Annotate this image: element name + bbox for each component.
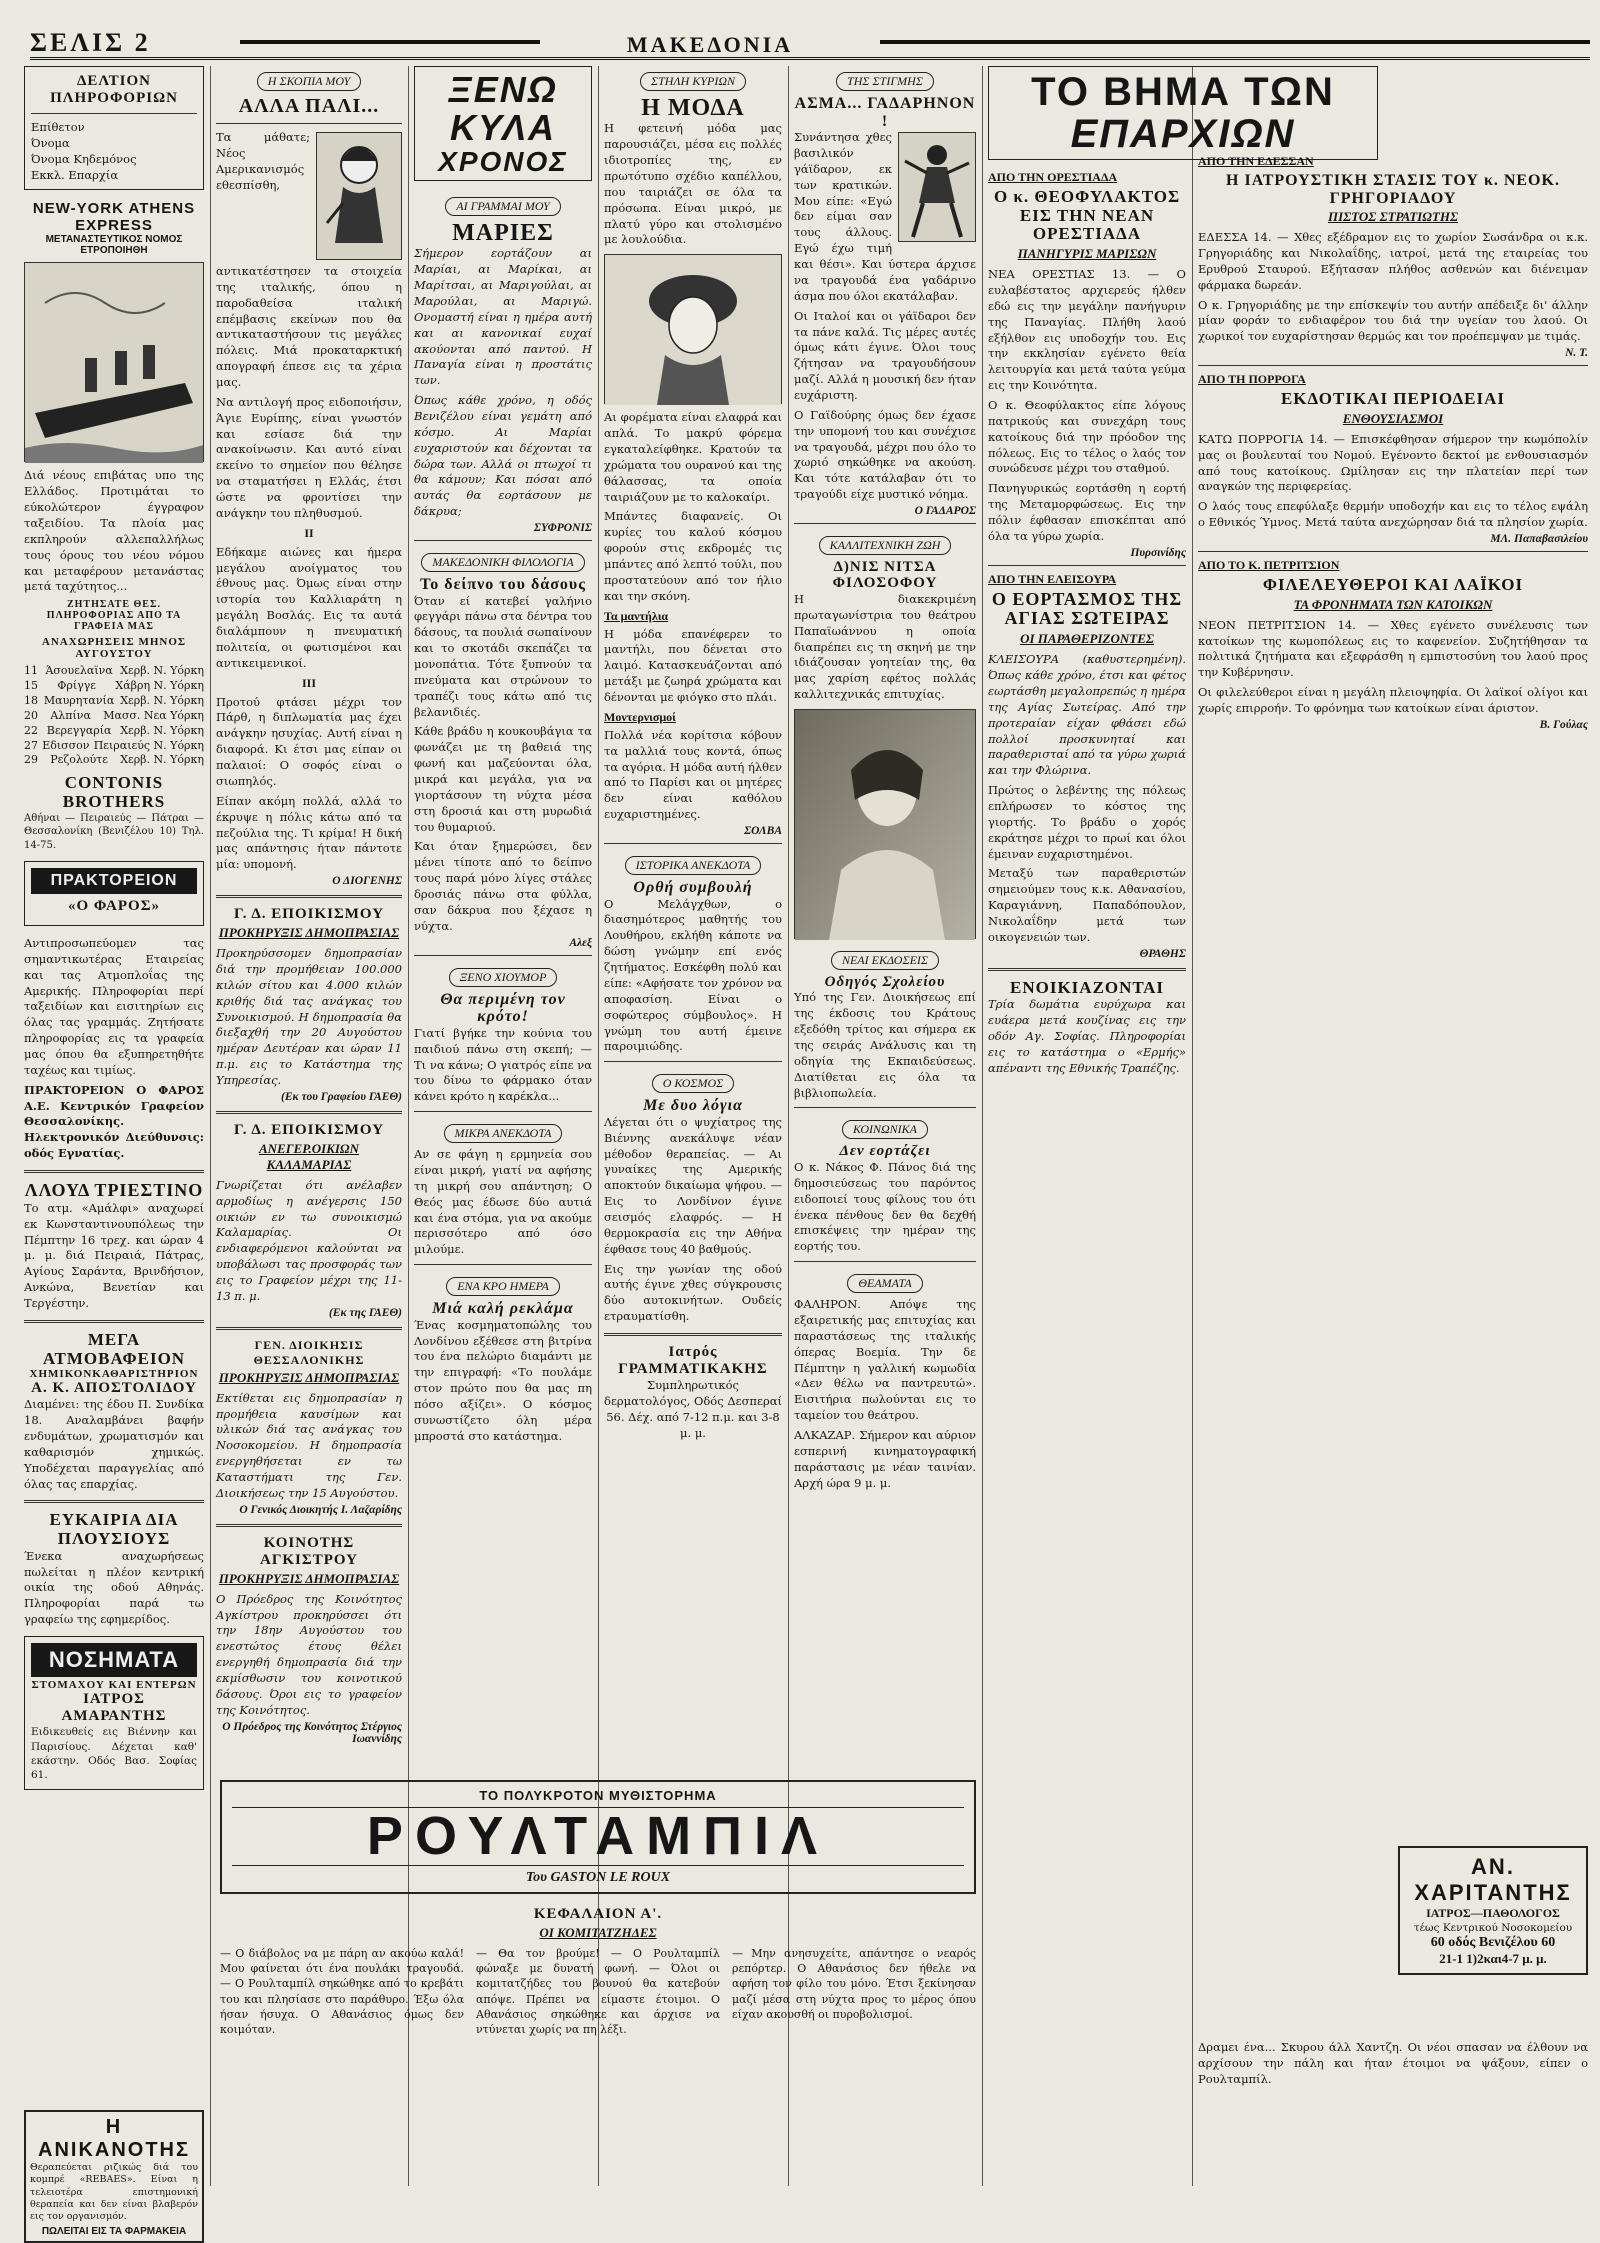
article-paragraph: ΝΕΟΝ ΠΕΤΡΙΤΣΙΟΝ 14. — Χθες εγένετο συνέλευσις των κατοίκων της κωμοπόλεως εις το καφενείον. Συζητήθησαν τα πολιτικά ζητήματα και εξεφράσθη η εμπιστοσύνη του λαού προς την Κυβέρνησιν. [1198,617,1588,680]
departure-row [24,694,204,709]
doctor-name: ΙΑΤΡΟΣ ΑΜΑΡΑΝΤΗΣ [61,1691,167,1725]
dateline: ΑΠΟ ΤΗΝ ΕΔΕΣΣΑΝ [1198,154,1314,168]
faros-ad [24,861,204,926]
dyeworks-subtitle: ΧΗΜΙΚΟΝΚΑΘΑΡΙΣΤΗΡΙΟΝ [29,1368,199,1381]
departure-ship: Εδισσον [42,738,90,752]
feature-banner [414,66,592,181]
section-tag: ΣΤΗΛΗ ΚΥΡΙΩΝ [640,72,746,91]
serial-column: — Μην ανησυχείτε, απάντησε ο νεαρός ρεπόρτερ. Ο Αθανάσιος δεν ήθελε να αφήση τον φίλο του μόνο. Έτσι ξεκίνησαν μαζί μέσα στη νύχτα προς το μέρος όπου είχαν ακουσθή οι πυροβολισμοί. [732,1947,976,2021]
notice-subtitle: ΑΝΕΓΕΡ.ΟΙΚΙΩΝ ΚΑΛΑΜΑΡΙΑΣ [258,1140,360,1172]
article-paragraph: Σήμερον εορτάζουν αι Μαρίαι, αι Μαρίκαι, αι Μαρίτσαι, αι Μαριγούλαι, αι Μαρούλαι, αι Μαριγώ. Ονομαστή είναι η ημέρα αυτή και αι κανονικαί ευχαί ακούονται από παντού. Η Παναγία είναι η προστάτις των. [414,246,592,388]
article-subhead: ΠΑΝΗΓΥΡΙΣ ΜΑΡΙΣΩΝ [1017,246,1157,262]
diseases-title: ΝΟΣΗΜΑΤΑ [31,1643,197,1677]
doctor-box-ad [1398,1846,1588,1975]
section-tag: ΘΕΑΜΑΤΑ [847,1274,922,1293]
departure-date: 11 [24,664,38,678]
departure-date: 29 [24,753,38,767]
provinces-title-bottom: ΕΠΑΡΧΙΩΝ [1070,112,1296,156]
ship-illustration [24,262,204,462]
dateline: ΑΠΟ ΤΗΝ ΟΡΕΣΤΙΑΔΑ [988,170,1118,184]
article-title: Μιά καλή ρεκλάμα [432,1300,574,1318]
notice-title: Γ. Δ. ΕΠΟΙΚΙΣΜΟΥ [233,1121,385,1138]
article-paragraph: Οι Ιταλοί και οι γάϊδαροι δεν τα πάνε καλά. Τις μέρες αυτές όμως κάτι έγινε. Όλοι τους ζήτησαν να τραγουδήσουν μαζί. Αλλά η μουσική δεν ήταν ευχάριστη. [794,308,976,402]
page-number: ΣΕΛΙΣ 2 [30,28,151,57]
article-title: Δ)ΝΙΣ ΝΙΤΣΑ ΦΙΛΟΣΟΦΟΥ [832,558,938,592]
article-paragraph: Γιατί βγήκε την κούνια του παιδιού πάνω στη σκεπή; — Τι να κάνω; Ο γιατρός είπε να του δίνω το φάρμακο όταν κάνει κρότο η καρέκλα... [414,1025,592,1104]
article-title: ΕΚΔΟΤΙΚΑΙ ΠΕΡΙΟΔΕΙΑΙ [1280,389,1506,409]
article-paragraph: Είπαν ακόμη πολλά, αλλά το έκρυψε η πόλις κάτω από τα πεζούλια της. Τι κρίμα! Η δική μας απάντησις ήταν πάντοτε μία: υπομονή. [216,793,402,872]
signature: Ν. Τ. [1565,347,1588,360]
article-paragraph: Η διακεκριμένη πρωταγωνίστρια του θεάτρου Παπαϊωάννου η οποία διαπρέπει εις τη σκηνή με την ιδιάζουσαν γοητείαν της, θα μας χαρίση εφέτος πολλάς καλλιτεχνικάς επιτυχίας. [794,591,976,702]
provinces-banner [988,66,1378,160]
doctor-text: Ειδικευθείς εις Βιέννην και Παρισίους. Δέχεται καθ' εκάστην. Οδός Βασ. Σοφίας 61. [31,1726,197,1782]
notice-signature: Ο Πρόεδρος της Κοινότητος Στέργιος Ιωαννίδης [222,1720,402,1745]
article-paragraph: Ο κ. Γρηγοριάδης με την επίσκεψίν του αυτήν απέδειξε δι' άλλην μίαν φοράν το ενδιαφέρον του διά την υγείαν του λαού. Οι χωρικοί τον ευχαρίστησαν θερμώς και τον προέπεμψαν με τιμάς. [1198,297,1588,344]
notice-subtitle: ΠΡΟΚΗΡΥΞΙΣ ΔΗΜΟΠΡΑΣΙΑΣ [218,1369,400,1385]
article-subhead: Μοντερνισμοί [604,709,676,724]
article-paragraph: Όπως κάθε χρόνο, η οδός Βενιζέλου είναι γεμάτη από κόσμο. Αι Μαρίαι ευχαριστούν και δέχονται τα δώρα των. Αλλά οι πτωχοί τι θα κάμουν; Και πόσαι από αυτάς θα εορτάσουν με δάκρυα; [414,393,592,519]
article-paragraph: Οι φιλελεύθεροι είναι η μεγάλη πλειοψηφία. Οι λαϊκοί ολίγοι και χωρίς επιρροήν. Το φρόνημα των κατοίκων είναι άριστον. [1198,685,1588,716]
doctor-box-specialty: ΙΑΤΡΟΣ—ΠΑΘΟΛΟΓΟΣ [1426,1906,1560,1920]
ship-icon [25,263,203,463]
signature: Ο ΔΙΟΓΕΝΗΣ [332,875,402,888]
section-number: ΙΙ [304,525,314,540]
article-paragraph: Προτού φτάσει μέχρι τον Πάρθ, η διπλωματία μας έχει ανάγκην ησυχίας. Αυτή είναι η διαφορά. Κι έτσι μας είπαν οι παλαιοί: Ο σοφός είναι ο σιωπηλός. [216,694,402,788]
column-ads [24,66,204,2186]
article-title: Ο ΕΟΡΤΑΣΜΟΣ ΤΗΣ ΑΓΙΑΣ ΣΩΤΕΙΡΑΣ [991,588,1183,629]
notice-signature: (Εκ της ΓΑΕΘ) [328,1306,402,1319]
serial-kicker: ΤΟ ΠΟΛΥΚΡΟΤΟΝ ΜΥΘΙΣΤΟΡΗΜΑ [479,1788,717,1803]
doctor-ad [24,1636,204,1790]
newspaper-name: ΜΑΚΕΔΟΝΙΑ [626,32,794,57]
faros-title: ΠΡΑΚΤΟΡΕΙΟΝ [31,868,197,894]
signature: ΘΡΑΘΗΣ [1139,947,1186,960]
departure-date: 15 [24,679,38,693]
dateline: ΑΠΟ ΤΗ ΠΟΡΡΟΓΑ [1198,372,1306,387]
article-paragraph: ΑΛΚΑΖΑΡ. Σήμερον και αύριον εσπερινή κινηματογραφική παράστασις με νέαν ταινίαν. Αρχή ώρα 9 μ. μ. [794,1428,976,1490]
article-subhead: ΤΑ ΦΡΟΝΗΜΑΤΑ ΤΩΝ ΚΑΤΟΙΚΩΝ [1293,596,1493,612]
article-paragraph: Η μόδα επανέφερεν το μαντήλι, που δένεται στο λαιμό. Κατασκευάζονται από μετάξι με ζωηρά χρώματα και δένονται με φιόγκο στο πλάι. [604,626,782,705]
contonis-title: CONTONIS BROTHERS [62,773,166,811]
section-tag: ΚΑΛΛΙΤΕΧΝΙΚΗ ΖΩΗ [819,536,952,555]
doctor-ad-title: Ιατρός ΓΡΑΜΜΑΤΙΚΑΚΗΣ [618,1343,768,1377]
caricature-figure-icon [317,133,401,259]
section-tag: ΞΕΝΟ ΧΙΟΥΜΟΡ [449,968,558,987]
section-number: ΙΙΙ [301,675,316,690]
notice-subtitle: ΠΡΟΚΗΡΥΞΙΣ ΔΗΜΟΠΡΑΣΙΑΣ [218,1570,400,1586]
signature: Αλεξ [569,936,592,949]
section-tag: Η ΣΚΟΠΙΑ ΜΟΥ [257,72,361,91]
article-subhead: ΠΙΣΤΟΣ ΣΤΡΑΤΙΩΤΗΣ [1327,209,1459,225]
article-subhead: ΟΙ ΠΑΡΑΘΕΡΙΖΟΝΤΕΣ [1020,631,1154,647]
coupon-row: Επίθετον [31,120,85,134]
ship-ad-subtitle: ΜΕΤΑΝΑΣΤΕΥΤΙΚΟΣ ΝΟΜΟΣ ΕΤΡΟΠΟΙΗΘΗ [45,234,183,257]
article-paragraph: Και όταν ξημερώσει, δεν μένει τίποτε από το δείπνο τους παρά μόνο λίγες στάλες δροσιάς πάνω στα φύλλα, σαν δάκρυα που ξέχασε η νύχτα. [414,839,592,933]
notice-text: Προκηρύσσομεν δημοπρασίαν διά την προμήθειαν 100.000 κιλών σίτου και 4.000 κιλών κριθής διά τας ανάγκας του Συνοικισμού. Η δημοπρασία θα διεξαχθή την 20 Αυγούστου ημέραν Δευτέραν και ώραν 11 π.μ. εις το Κατάστημα της Υπηρεσίας. [216,946,402,1087]
doctor-box-name: ΑΝ. ΧΑΡΙΤΑΝΤΗΣ [1414,1854,1572,1905]
notice-text: Ο Πρόεδρος της Κοινότητος Αγκίστρου προκηρύσσει ότι την 18ην Αυγούστου του ενεστώτος έτους θέλει ενεργηθή δημοπρασία διά την εκμίσθωσιν του κοινοτικού δάσους. Όροι εις το γραφείον της Κοινότητος. [216,1591,402,1717]
article-paragraph: Ο κ. Νάκος Φ. Πάνος διά της δημοσιεύσεως του παρόντος ειδοποιεί τους φίλους του ότι ένεκα πένθους δεν θα δεχθή επισκέψεις την ημέραν της εορτής του. [794,1159,976,1254]
faros-address: ΠΡΑΚΤΟΡΕΙΟΝ Ο ΦΑΡΟΣ Α.Ε. Κεντρικόν Γραφείον Θεσσαλονίκης. Ηλεκτρονικόν Διεύθυνσις: οδός Εγνατίας. [24,1082,204,1161]
dancer-icon [899,133,975,241]
serial-banner [220,1780,976,1894]
column-rule [1192,66,1193,2186]
article-paragraph: Συνάντησα χθες βασιλικόν γάϊδαρον, εκ των κρατικών. Μου είπε: «Εγώ δεν είμαι σαν τους άλλους. Εγώ έχω τιμή και θέσι». Και ύστερα άρχισε να τραγουδά ένα γαδάρινο άσμα που όλοι εκατάλαβαν. [794,130,976,303]
woman-hat-icon [605,255,781,405]
serial-author: Του GASTON LE ROUX [525,1869,671,1885]
ship-ad [24,200,204,256]
serial-column: — Θα τον βρούμε! — Ο Ρουλταμπίλ φώναξε με δυνατή φωνή. — Όλοι οι κομιτατζήδες του βουνού θα κατεβούν απόψε. Πρέπει να είμαστε έτοιμοι. Ο Αθανάσιος σηκώθηκε και άρχισε να ντύνεται χωρίς να πη λέξι. [476,1947,720,2036]
section-tag: ΕΝΑ ΚΡΟ ΗΜΕΡΑ [446,1277,560,1296]
notice-title: Γ. Δ. ΕΠΟΙΚΙΣΜΟΥ [233,906,385,923]
serial-chapter: ΚΕΦΑΛΑΙΟΝ Α'. [533,1906,663,1922]
section-tag: Ο ΚΟΣΜΟΣ [652,1074,735,1093]
coupon-title: ΔΕΛΤΙΟΝ ΠΛΗΡΟΦΟΡΙΩΝ [50,73,178,106]
departure-route: Πειραιεύς Ν. Υόρκη [93,738,204,752]
article-paragraph: Ο κ. Θεοφύλακτος είπε λόγους πατρικούς και συνεχάρη τους κατοίκους διά την πρόοδον της πόλεως. Εις το τέλος ο λαός τον συνώδευσε μέχρι του σταθμού. [988,397,1186,476]
departures-title: ΑΝΑΧΩΡΗΣΕΙΣ ΜΗΝΟΣ ΑΥΓΟΥΣΤΟΥ [41,636,187,661]
article-title: Οδηγός Σχολείου [824,973,946,990]
article-paragraph: Εις την γωνίαν της οδού αυτής έγινε χθες σύγκρουσις δύο αυτοκινήτων. Ουδείς ετραυματίσθη. [604,1261,782,1324]
serial-title: ΡΟΥΛΤΑΜΠΙΛ [232,1807,964,1866]
article-paragraph: Η φετεινή μόδα μας παρουσιάζει, μέσα εις πολλές ιδιοτροπίες της, εν πρωτότυπο σχέδιο καπέλλου, που ταιριάζει σε όλα τα πρόσωπα. Είναι μικρό, με πλατύ γύρο και στολισμένο με λουλούδια. [604,121,782,247]
article-paragraph: Μπάντες διαφανείς. Οι κυρίες του καλού κόσμου φορούν στις εκδρομές τις μπάντες από λεπτό τούλι, που προστατεύουν από τον ήλιο και την σκόνη. [604,509,782,603]
serial-column: — Ο διάβολος να με πάρη αν ακούω καλά! Μου φαίνεται ότι ένα πουλάκι τραγουδά. — Ο Ρουλταμπίλ σηκώθηκε από το κρεβάτι του και πλησίασε στο παράθυρο. Έξω όλα ήσαν ήσυχα. Ο Αθανάσιος όμως δεν κοιμόταν. [220,1947,464,2036]
departure-ship: Ρεζολούτε [50,753,108,767]
departure-route: Χερβ. Ν. Υόρκη [120,753,204,767]
section-tag: ΑΙ ΓΡΑΜΜΑΙ ΜΟΥ [445,197,560,216]
departure-ship: Αλπίνα [50,708,91,722]
ship-ad-tail: ΖΗΤΗΣΑΤΕ ΘΕΣ. ΠΛΗΡΟΦΟΡΙΑΣ ΑΠΟ ΤΑ ΓΡΑΦΕΙΑ ΜΑΣ [46,599,182,633]
departure-ship: Μαυρητανία [43,694,115,707]
article-paragraph: Ο Γαϊδούρης όμως δεν έχασε την υπομονή του και συνέχισε να τραγουδά, μέχρι που όλο το χωριό σηκώθηκε να ακούση. Και τότε κατάλαβαν ότι το τραγούδι είχε μυστικό νόημα. [794,407,976,502]
departure-row [24,724,204,739]
notice-title: ΚΟΙΝΟΤΗΣ ΑΓΚΙΣΤΡΟΥ [260,1534,358,1568]
masthead-rule-left [240,40,540,44]
departure-row [24,664,204,679]
notice-signature: (Εκ του Γραφείου ΓΑΕΘ) [281,1090,402,1103]
signature: Πυρσινίδης [1130,546,1186,559]
article-title: ΑΣΜΑ... ΓΑΔΑΡΗΝΟΝ ! [794,95,976,130]
signature: ΣΥΦΡΟΝΙΣ [533,521,592,534]
departure-route: Χερβ. Ν. Υόρκη [120,723,204,737]
article-paragraph: Ο λαός τους επεφύλαξε θερμήν υποδοχήν και εις το τέλος εψάλη ο Εθνικός Ύμνος. Μετά ταύτα ανεχώρησαν διά τα πλησίον χωρία. [1198,499,1588,530]
serial-continuation [1198,2040,1588,2186]
contonis-address: Αθήναι — Πειραιεύς — Πάτραι — Θεσσαλονίκη (Βενιζέλου 10) Τηλ. 14-75. [24,812,204,852]
article-title: Με δυο λόγια [643,1097,743,1115]
article-title: ΑΛΛΑ ΠΑΛΙ... [238,95,380,117]
section-tag: ΜΑΚΕΔΟΝΙΚΗ ΦΙΛΟΛΟΓΙΑ [421,553,584,572]
dyeworks-title: ΜΕΓΑ ΑΤΜΟΒΑΦΕΙΟΝ [42,1329,186,1368]
serial-subhead: ΟΙ ΚΟΜΙΤΑΤΖΗΔΕΣ [539,1925,657,1940]
signature: ΣΟΛΒΑ [744,825,782,838]
article-paragraph: ΚΛΕΙΣΟΥΡΑ (καθυστερημένη). Όπως κάθε χρόνο, έτσι και φέτος εωρτάσθη μεγαλοπρεπώς η ημέρα της Αγίας Σωτείρας. Από την προτεραίαν είχαν φθάσει εδώ πολλοί προσκυνηταί και παραθερισταί από τα γύρω χωριά και την Φλώρινα. [988,652,1186,778]
article-title: Δεν εορτάζει [839,1143,931,1160]
section-tag: ΚΟΙΝΩΝΙΚΑ [842,1120,928,1139]
departure-date: 27 [24,738,38,752]
doctor-ad-text: Συμπληρωτικός δερματολόγος, Οδός Δεσπεραί 56. Δέχ. από 7-12 π.μ. και 3-8 μ. μ. [604,1377,782,1440]
section-tag: ΙΣΤΟΡΙΚΑ ΑΝΕΚΔΟΤΑ [625,856,762,875]
notice-text: Γνωρίζεται ότι ανέλαβεν αρμοδίως η ανέγερσις 150 οικιών εν τω συνοικισμώ Καλαμαρίας. Οι ενδιαφερόμενοι καλούνται να υποβάλωσι τας προσφοράς των εις το Γραφείον μέχρι της 11-13 π. μ. [216,1177,402,1303]
article-paragraph: Ένας κοσμηματοπώλης του Λονδίνου εξέθεσε στη βιτρίνα του ένα πελώριο διαμάντι με την επιγραφή: «Το πουλάμε στον πρώτο που θα μας πη πόσο αξίζει». Ο κόσμος συνωστίζετο όλη μέρα μπροστά στο κατάστημα. [414,1317,592,1443]
article-title: Το δείπνο του δάσους [420,575,586,593]
column-rule [210,66,211,2186]
article-paragraph: Αι φορέματα είναι ελαφρά και απλά. Το μακρύ φόρεμα εγκαταλείφθηκε. Κρατούν τα χρώματα του ουρανού και της θάλασσας, τα οποία ταιριάζουν με το καλοκαίρι. [604,410,782,504]
feature-title-top: ΞΕΝΩ ΚΥΛΑ [448,69,558,148]
column-rule [982,66,983,2186]
article-subhead: Τα μαντήλια [604,608,669,623]
impotence-text: Θεραπεύεται ριζικώς διά του κομπρέ «REBAES». Είναι η τελειοτέρα επιστημονική θεραπεία και δεν είναι βλαβερόν εις τον οργανισμόν. [30,2162,198,2223]
opportunity-title: ΕΥΚΑΙΡΙΑ ΔΙΑ ΠΛΟΥΣΙΟΥΣ [49,1510,179,1549]
departure-date: 18 [24,694,38,707]
doctor-box-address: 60 οδός Βενιζέλου 60 [1430,1935,1556,1951]
departures-list [24,664,204,768]
article-paragraph: ΦΑΛΗΡΟΝ. Απόψε της εξαιρετικής μας επιτυχίας και παραστάσεως της ιταλικής όπερας Βοεμία. Την δε Πέμπτην η γαλλική κωμωδία «Δεν θέλω να παντρευτώ». Εισιτήρια πωλούνται εις το ταμείον του θεάτρου. [794,1297,976,1423]
dateline: ΑΠΟ ΤΗΝ ΕΛΕΙΣΟΥΡΑ [988,571,1117,586]
impotence-footer: ΠΩΛΕΙΤΑΙ ΕΙΣ ΤΑ ΦΑΡΜΑΚΕΙΑ [41,2225,187,2237]
doctor-box-text: τέως Κεντρικού Νοσοκομείου [1413,1922,1573,1934]
ship-ad-title: NEW-YORK ATHENS EXPRESS [32,200,196,235]
coupon-row: Εκκλ. Επαρχία [31,167,119,182]
notice-title: ΓΕΝ. ΔΙΟΙΚΗΣΙΣ ΘΕΣΣΑΛΟΝΙΚΗΣ [253,1337,365,1367]
serial-heading [220,1906,976,1946]
article-paragraph: Υπό της Γεν. Διοικήσεως επί της έκδοσις του Κράτους εξεδόθη τρίτος και σήμερα εκ της σειράς Ανάλυσις και τη οδηγία της Εκπαιδεύσεως. Διατίθεται εις όλα τα βιβλιοπωλεία. [794,990,976,1100]
article-paragraph: Λέγεται ότι ο ψυχίατρος της Βιέννης ανεκάλυψε νέαν μέθοδον θεραπείας. — Αι γυναίκες της Αμερικής αποκτούν δικαίωμα ψήφου. — Εις το Λονδίνον έγινε σεισμός ελαφρός. — Η θερμοκρασία εις την Αθήνα έφθασε τους 40 βαθμούς. [604,1114,782,1256]
article-title: Ορθή συμβουλή [633,879,753,897]
article-paragraph: Μεταξύ των παραθεριστών σημειούμεν τους κ.κ. Αθανασίου, Καραγιάννη, Παπαδόπουλον, Νικολαΐδην μετά των οικογενειών των. [988,866,1186,944]
departure-ship: Βερεγγαρία [46,723,112,737]
notice-subtitle: ΠΡΟΚΗΡΥΞΙΣ ΔΗΜΟΠΡΑΣΙΑΣ [218,925,400,941]
dateline: ΑΠΟ ΤΟ Κ. ΠΕΤΡΙΤΣΙΟΝ [1198,558,1340,573]
notice-text: Εκτίθεται εις δημοπρασίαν η προμήθεια καυσίμων και υλικών διά τας ανάγκας του Νοσοκομείου. Η δημοπρασία ενεργηθήσεται εν τω Καταστήματι της Γεν. Διοικήσεως την 15 Αυγούστου. [216,1390,402,1500]
departure-route: Χάβρη Ν. Υόρκη [115,679,204,693]
info-coupon [24,66,204,190]
provinces-title-top: ΤΟ ΒΗΜΑ ΤΩΝ [1031,70,1335,114]
section-tag: ΝΕΑΙ ΕΚΔΟΣΕΙΣ [831,951,939,970]
opportunity-text: Ένεκα αναχωρήσεως πωλείται η πλέον κεντρική οικία της οδού Αθηνάς. Πληροφορίαι παρά τω γραφείω της εφημερίδος. [24,1548,204,1627]
departure-row [24,679,204,694]
impotence-ad [24,2110,204,2243]
caricature [316,132,402,260]
dyeworks-text: Διαμένει: της έδου Π. Συνδίκα 18. Αναλαμβάνει βαφήν ενδυμάτων, χρωματισμόν και καθαρισμόν χημικώς. Υποδέχεται παραγγελίας από όλας τας επαρχίας. [24,1397,204,1491]
article-title: ΜΑΡΙΕΣ [452,219,554,246]
coupon-row: Όνομα [31,135,70,150]
actress-photo [794,709,976,939]
masthead-rule-right [880,40,1590,44]
departure-date: 22 [24,723,38,737]
article-paragraph: ΝΕΑ ΟΡΕΣΤΙΑΣ 13. — Ο ευλαβέστατος αρχιερεύς ήλθεν εδώ εις την μεγάλην πανήγυριν της Παναγίας. Πλήθη λαού εξήλθον εις υποδοχήν του. Εις την εκκλησίαν εγένετο θεία λειτουργία και μετά ταύτα γεύμα εις την Κοινότητα. [988,267,1186,393]
article-title: Η ΜΟΔΑ [641,95,745,121]
article-paragraph: Όταν εί κατεβεί γαλήνιο φεγγάρι πάνω στα δέντρα του δάσους, τα πουλιά σωπαίνουν και το σκοτάδι σκεπάζει τα μονοπάτια. Τότε ξυπνούν τα πνεύματα και στρώνουν το τραπέζι τους κάτω από τις βελανιδιές. [414,593,592,719]
donkey-illustration [898,132,976,242]
article-title: Η ΙΑΤΡΟΥΣΤΙΚΗ ΣΤΑΣΙΣ ΤΟΥ κ. ΝΕΟΚ. ΓΡΗΓΟΡΙΑΔΟΥ [1226,172,1560,207]
article-paragraph: ΕΔΕΣΣΑ 14. — Χθες εξέδραμον εις το χωρίον Σωσάνδρα οι κ.κ. Γρηγοριάδης και Νικολαΐδης, ιατροί, μετά της εταιρείας του Ερυθρού Σταυρού. Εξήτασαν πλήθος ασθενών και διένειμαν φάρμακα δωρεάν. [1198,230,1588,292]
departure-ship: Άσουελαϊνα [45,664,113,678]
article-paragraph: Κάθε βράδυ η κουκουβάγια τα φωνάζει με τη βαθειά της φωνή και μαζεύονται όλα, μικρά και μεγάλα, για να γιορτάσουν τη νύχτα μέσα στη δροσιά και στη μυρωδιά του θυμαριού. [414,724,592,834]
lloyd-text: Το ατμ. «Αμάλφι» αναχωρεί εκ Κωνσταντινουπόλεως την Πέμπτην 16 τρεχ. και ώραν 4 μ. μ. διά Πειραιά, Πάτρας, Αγίους Σαράντα, Βρινδήσιον, Ανκώνα, Βενετίαν και Τεργέστην. [24,1200,204,1310]
coupon-row: Όνομα Κηδεμόνος [31,151,137,166]
signature: ΜΛ. Παπαβασιλείου [1490,533,1588,546]
serial-columns [220,1946,976,2192]
lloyd-title: ΛΛΟΥΔ ΤΡΙΕΣΤΙΝΟ [24,1180,204,1201]
dyeworks-name: Α. Κ. ΑΠΟΣΤΟΛΙΔΟΥ [31,1380,197,1397]
article-paragraph: Ο Μελάγχθων, ο διασημότερος μαθητής του Λουθήρου, εκλήθη κάποτε να δώση γνώμην επί ενός ζητήματος. Εσκέφθη πολύ και είπε: «Αφήσατε τον χρόνον να αποφασίση. Είναι ο σοφώτερος σύμβουλος». Η γνώμη του αυτή έμεινε παροιμιώδης. [604,896,782,1054]
departure-row [24,739,204,754]
faros-name: «Ο ΦΑΡΟΣ» [67,897,161,914]
rentals-text: Τρία δωμάτια ευρύχωρα και ευάερα μετά κουζίνας εις την οδόν Αγ. Σοφίας. Πληροφορίαι εις το κατάστημα ο «Ερμής» απέναντι της Εθνικής Τραπέζης. [988,997,1186,1075]
article-paragraph: ΚΑΤΩ ΠΟΡΡΟΓΙΑ 14. — Επισκέφθησαν σήμερον την κωμόπολίν μας οι βουλευταί του Νομού. Εγένοντο δεκτοί με ενθουσιασμόν από τους κατοίκους. Ωμίλησαν εις την πλατείαν περί των αναγκών της περιφερείας. [1198,431,1588,494]
article-paragraph: Αν σε φάγη η ερμηνεία σου είναι μικρή, γιατί να αφήσης τη μικρή σου απάντηση; Ο Θεός μας έδωσε δύο αυτιά και ένα στόμα, για να ακούμε περισσότερο από όσο μιλούμε. [414,1147,592,1257]
article-paragraph: Δραμει ένα... Σκυρου άλλ Χαντζη. Οι νέοι σπασαν να έλθουν να αρχίσουν την πάλη και ήταν έτοιμοι να ψάξουν, είπεν ο Ρουλταμπίλ. [1198,2040,1588,2086]
fashion-illustration [604,254,782,404]
diseases-subtitle: ΣΤΟΜΑΧΟΥ ΚΑΙ ΕΝΤΕΡΩΝ [31,1679,197,1692]
article-subhead: ΕΝΘΟΥΣΙΑΣΜΟΙ [1342,410,1444,426]
departure-date: 20 [24,708,38,722]
notice-signature: Ο Γενικός Διοικητής Ι. Λαζαρίδης [239,1503,402,1516]
departure-row [24,753,204,768]
feature-title-bottom: ΧΡΟΝΟΣ [438,145,568,177]
signature: Ο ΓΑΔΑΡΟΣ [914,504,976,517]
article-paragraph: Πρώτος ο λεβέντης της πόλεως επλήρωσεν το κόστος της γιορτής. Το βράδυ ο χορός εκράτησε μέχρι το πρωί και όλοι έμειναν ευχαριστημένοι. [988,783,1186,861]
article-paragraph: Πολλά νέα κορίτσια κόβουν τα μαλλιά τους κοντά, όπως τα αγόρια. Η μόδα αυτή ήλθεν από το Παρίσι και οι μητέρες δεν είναι καθόλου ευχαριστημένες. [604,727,782,822]
masthead [30,28,1590,60]
departure-route: Χερβ. Ν. Υόρκη [120,694,204,707]
article-title: ΦΙΛΕΛΕΥΘΕΡΟΙ ΚΑΙ ΛΑΪΚΟΙ [1262,575,1524,595]
rentals-title: ΕΝΟΙΚΙΑΖΟΝΤΑΙ [1010,977,1164,997]
departure-ship: Φρίγγε [57,679,97,693]
article-paragraph: Πανηγυρικώς εορτάσθη η εορτή της Μεταμορφώσεως. Εις την πόλιν έφθασαν επισκέπται από όλα τα γύρω χωρία. [988,481,1186,543]
portrait-photo-icon [795,710,975,940]
section-tag: ΜΙΚΡΑ ΑΝΕΚΔΟΤΑ [444,1124,563,1143]
ship-ad-text: Διά νέους επιβάτας υπο της Ελλάδος. Προτιμάται το εύκολώτερον έγγραφον ταξειδίου. Τα πλοία μας εκπληρούν αλλεπαλλήλως τους όρους του νέου νόμου και μεταφέρουν μετανάστας μετά ταχύτητος... [24,468,204,594]
article-title: Θα περιμένη τον κρότο! [440,990,566,1026]
article-title: Ο κ. ΘΕΟΦΥΛΑΚΤΟΣ ΕΙΣ ΤΗΝ ΝΕΑΝ ΟΡΕΣΤΙΑΔΑ [993,187,1181,244]
impotence-title: Η ΑΝΙΚΑΝΟΤΗΣ [38,2116,190,2161]
departure-route: Χερβ. Ν. Υόρκη [120,664,204,678]
article-paragraph: Να αντιλογή προς ειδοποιήσιν, Άγιε Ευρίπης, είναι γνωστόν και εσίασε διά την ανακοίνωσιν. Και αυτό είναι εκείνο το σημείον που θέλησε να σταματήσει η Ελλάς, έτσι ώστε να φροντίσει την ανάγκην του πληθυσμού. [216,394,402,520]
article-paragraph: Εδήκαμε αιώνες και ήμερα μεγάλου ανοίγματος του έθνους μας. Όμως είναι στην ιστορία του Καλλιαράτη η μεγάλη Βοσλάς. Εις τα αυτά διαλάμπουν η πνευματική πολιτεία, οι φωτισμένοι και αντικειμενικοί. [216,544,402,670]
article-paragraph: Τα μάθατε; Νέος Αμερικανισμός εθεσπίσθη, αντικατέστησεν τα στοιχεία της ιταλικής, όπου η παροδαθείσα ιταλική επέμβασις εκείνων που θα αντικαταστήσουν τις μεγάλες πόλεις. Μιά προκαταρκτική απογραφή έπεσε εις τα χέρια μας. [216,130,402,390]
departure-row [24,709,204,724]
departure-route: Μασσ. Νεα Υόρκη [103,708,204,722]
faros-text: Αντιπροσωπεύομεν τας σημαντικωτέρας Εταιρείας και τας Ατμοπλοΐας της Αμερικής. Πληροφορίαι περί ταξειδίων και εισιτηρίων εις όλας τας γραμμάς. Ζητήσατε πληροφορίας εις τα γραφεία μας όπου θα εξυπηρετηθήτε ταχέως και τιμίως. [24,935,204,1077]
signature: Β. Γούλας [1539,718,1588,731]
doctor-box-hours: 21-1 1)2και4-7 μ. μ. [1439,1951,1547,1967]
section-tag: ΤΗΣ ΣΤΙΓΜΗΣ [836,72,934,91]
